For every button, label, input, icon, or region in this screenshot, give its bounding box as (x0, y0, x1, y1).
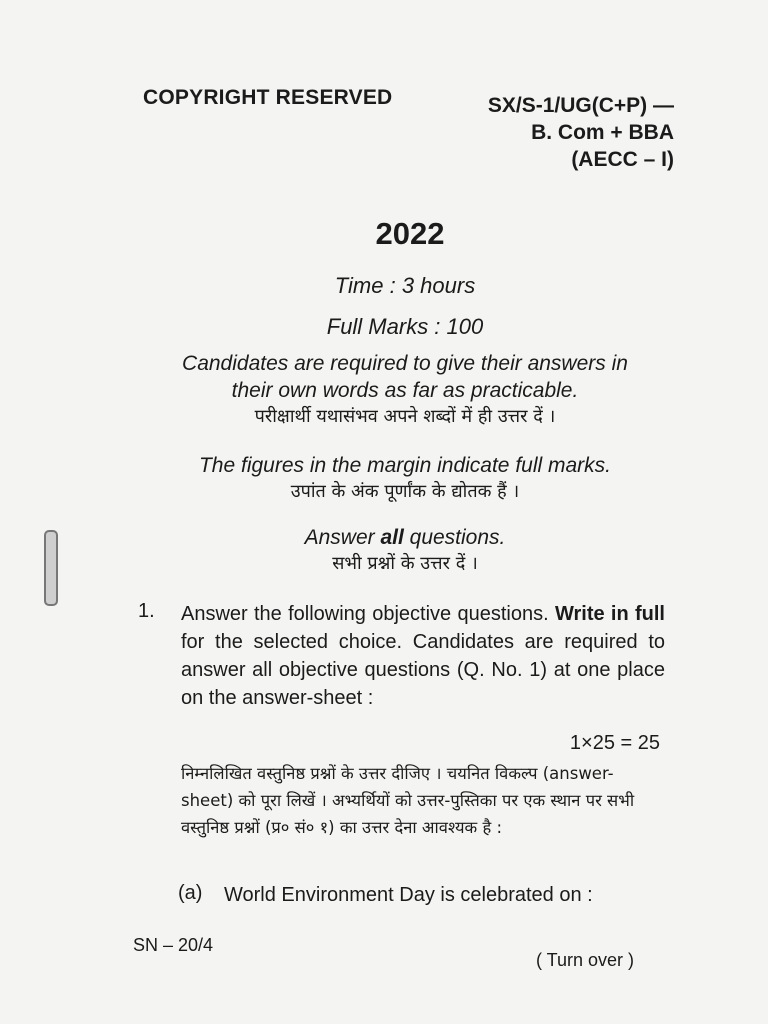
binder-clip-mark (44, 530, 58, 606)
full-marks: Full Marks : 100 (326, 314, 484, 339)
sub-question-label: (a) (178, 882, 203, 904)
answer-all-instruction (150, 524, 660, 577)
sub-question-text: World Environment Day is celebrated on : (224, 884, 593, 906)
paper-code-line-1: SX/S-1/UG(C+P) — (487, 94, 674, 117)
own-words-en-line-2: their own words as far as practicable. (231, 379, 579, 402)
answer-all-en: Answer all questions. (304, 526, 506, 549)
margin-marks-en: The figures in the margin indicate full marks. (198, 454, 611, 477)
margin-marks-hindi: उपांत के अंक पूर्णांक के द्योतक हैं । (290, 481, 520, 502)
paper-code-line-2: B. Com + BBA (531, 121, 674, 144)
own-words-en-line-1: Candidates are required to give their answers in (182, 352, 628, 375)
exam-time: Time : 3 hours (334, 273, 476, 298)
question-text: Answer the following objective questions. Write in full for the selected choice. Candidates are required to answer all objective questions (Q. No. 1) at one place on the answer-sheet : (181, 603, 665, 709)
margin-marks-instruction (150, 452, 660, 505)
page-code: SN – 20/4 (133, 935, 214, 955)
question-marks: 1×25 = 25 (569, 732, 660, 754)
question-hindi-text: निम्नलिखित वस्तुनिष्ठ प्रश्नों के उत्तर दीजिए । चयनित विकल्प (answer-sheet) को पूरा लिखें । अभ्यर्थियों को उत्तर-पुस्तिका पर एक स्थान पर सभी वस्तुनिष्ठ प्रश्नों (प्र० सं० १) का उत्तर देना आवश्यक है : (181, 764, 635, 837)
copyright-notice: COPYRIGHT RESERVED (143, 86, 393, 109)
paper-code (462, 92, 674, 173)
exam-year: 2022 (375, 216, 445, 251)
own-words-instruction (150, 350, 660, 430)
own-words-hindi: परीक्षार्थी यथासंभव अपने शब्दों में ही उत्तर दें । (254, 406, 556, 427)
paper-code-line-3: (AECC – I) (571, 148, 674, 171)
turn-over-note: ( Turn over ) (536, 950, 635, 970)
question-number: 1. (138, 600, 155, 622)
answer-all-hindi: सभी प्रश्नों के उत्तर दें । (332, 553, 478, 574)
